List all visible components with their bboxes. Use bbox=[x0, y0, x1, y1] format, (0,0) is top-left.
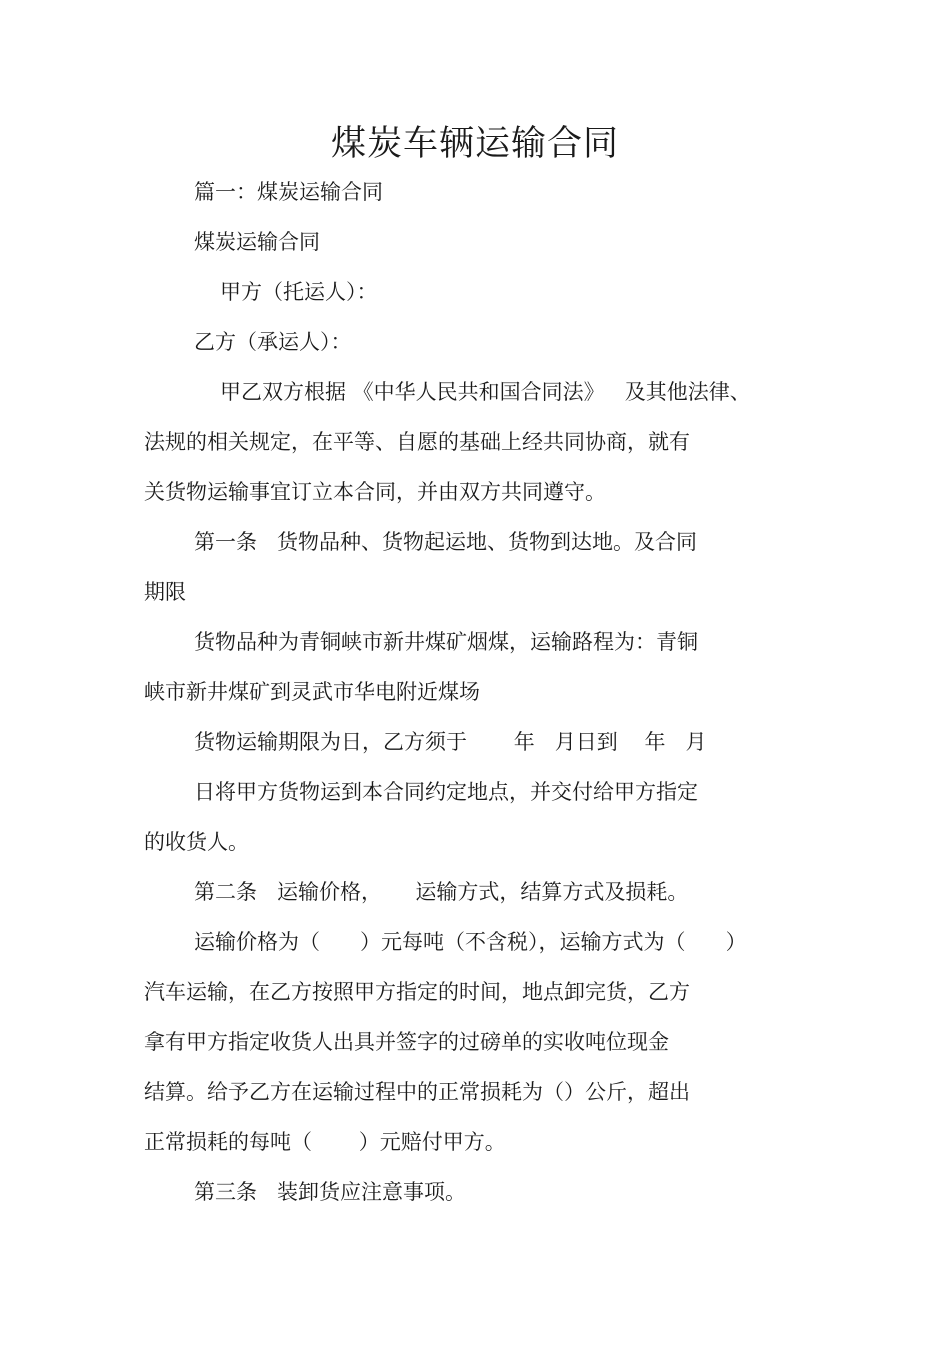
article-1-text: 峡市新井煤矿到灵武市华电附近煤场 bbox=[144, 680, 480, 704]
document-title: 煤炭车辆运输合同 bbox=[330, 124, 619, 164]
article-2-heading: 第二条 运输价格， 运输方式，结算方式及损耗。 bbox=[194, 880, 689, 904]
article-1-heading-cont: 期限 bbox=[144, 580, 186, 604]
article-2-text: 运输价格为（ ）元每吨（不含税），运输方式为（ ） bbox=[194, 930, 747, 954]
preamble-line: 法规的相关规定，在平等、自愿的基础上经共同协商，就有 bbox=[144, 430, 690, 454]
article-1-text: 货物品种为青铜峡市新井煤矿烟煤，运输路程为：青铜 bbox=[194, 630, 698, 654]
preamble-line: 甲乙双方根据 《中华人民共和国合同法》 及其他法律、 bbox=[220, 380, 751, 404]
party-a-line: 甲方（托运人）： bbox=[220, 280, 378, 304]
preamble-line: 关货物运输事宜订立本合同，并由双方共同遵守。 bbox=[144, 480, 606, 504]
article-2-text: 拿有甲方指定收货人出具并签字的过磅单的实收吨位现金 bbox=[144, 1030, 669, 1054]
article-1-text: 日将甲方货物运到本合同约定地点，并交付给甲方指定 bbox=[194, 780, 698, 804]
article-2-text: 结算。给予乙方在运输过程中的正常损耗为（）公斤，超出 bbox=[144, 1080, 690, 1104]
article-1-text: 货物运输期限为日，乙方须于 年 月日到 年 月 bbox=[194, 730, 707, 754]
article-3-heading: 第三条 装卸货应注意事项。 bbox=[194, 1180, 467, 1204]
article-2-text: 汽车运输，在乙方按照甲方指定的时间，地点卸完货，乙方 bbox=[144, 980, 690, 1004]
party-b-line: 乙方（承运人）： bbox=[194, 330, 352, 354]
article-1-text: 的收货人。 bbox=[144, 830, 249, 854]
contract-subtitle: 煤炭运输合同 bbox=[194, 230, 320, 254]
chapter-heading: 篇一：煤炭运输合同 bbox=[194, 180, 383, 204]
article-1-heading: 第一条 货物品种、货物起运地、货物到达地。及合同 bbox=[194, 530, 698, 554]
article-2-text: 正常损耗的每吨（ ）元赔付甲方。 bbox=[144, 1130, 506, 1154]
